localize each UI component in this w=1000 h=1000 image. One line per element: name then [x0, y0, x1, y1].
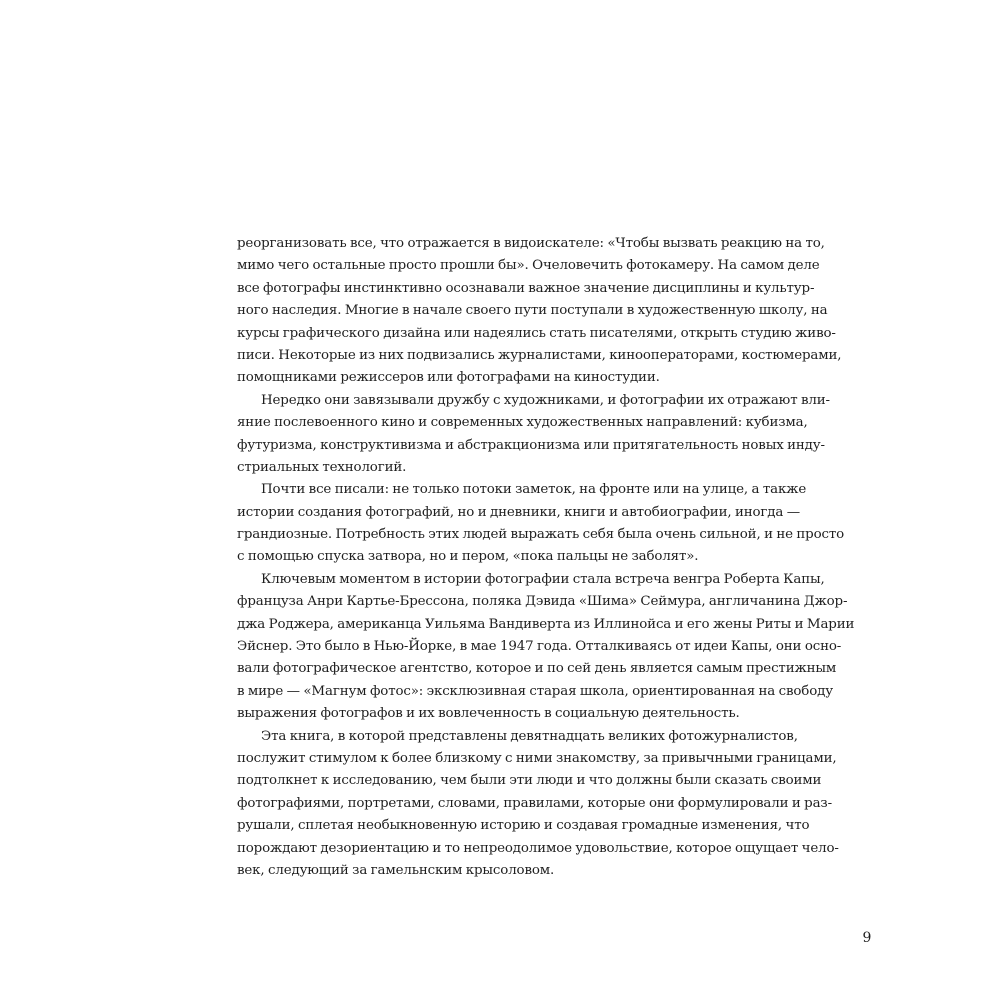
text-line: француза Анри Картье-Брессона, поляка Дэвида «Шима» Сеймура, англичанина Джор- [237, 594, 848, 610]
text-line: Эта книга, в которой представлены девятнадцать великих фотожурналистов, [261, 728, 798, 744]
text-line: подтолкнет к исследованию, чем были эти люди и что должны были сказать своими [237, 773, 822, 789]
text-line: с помощью спуска затвора, но и пером, «пока пальцы не заболят». [237, 549, 699, 565]
paragraph-1 [237, 233, 842, 390]
text-line: ного наследия. Многие в начале своего пути поступали в художественную школу, на [237, 303, 828, 319]
text-line: яние послевоенного кино и современных художественных направлений: кубизма, [237, 415, 808, 431]
text-line: в мире — «Магнум фотос»: эксклюзивная старая школа, ориентированная на свободу [237, 683, 833, 699]
page-number: 9 [862, 930, 872, 946]
text-line: вали фотографическое агентство, которое и по сей день является самым престижным [237, 661, 837, 677]
body-text [237, 233, 855, 882]
text-line: Почти все писали: не только потоки заметок, на фронте или на улице, а также [261, 482, 807, 498]
text-line: реорганизовать все, что отражается в видоискателе: «Чтобы вызвать реакцию на то, [237, 236, 825, 251]
text-line: век, следующий за гамельнским крысоловом. [237, 862, 555, 878]
text-line: Ключевым моментом в истории фотографии стала встреча венгра Роберта Капы, [261, 571, 825, 587]
text-line: помощниками режиссеров или фотографами на киностудии. [237, 370, 660, 386]
paragraph-3 [237, 479, 845, 569]
text-line: фотографиями, портретами, словами, правилами, которые они формулировали и раз- [237, 795, 832, 811]
text-line: все фотографы инстинктивно осознавали важное значение дисциплины и культур- [237, 280, 815, 296]
text-line: грандиозные. Потребность этих людей выражать себя была очень сильной, и не просто [237, 527, 845, 543]
text-line: Нередко они завязывали дружбу с художниками, и фотографии их отражают вли- [261, 392, 830, 408]
text-line: стриальных технологий. [237, 459, 407, 475]
text-line: послужит стимулом к более близкому с ними знакомству, за привычными границами, [237, 750, 837, 766]
text-line: Эйснер. Это было в Нью-Йорке, в мае 1947 года. Отталкиваясь от идеи Капы, они осно- [237, 639, 842, 655]
text-line: истории создания фотографий, но и дневники, книги и автобиографии, иногда — [237, 504, 800, 520]
text-line: выражения фотографов и их вовлеченность в социальную деятельность. [237, 706, 740, 722]
paragraph-2 [237, 390, 830, 480]
paragraph-5 [237, 726, 839, 883]
text-line: джа Роджера, американца Уильяма Вандиверта из Иллинойса и его жены Риты и Марии [237, 616, 855, 632]
text-line: писи. Некоторые из них подвизались журналистами, кинооператорами, костюмерами, [237, 347, 842, 363]
text-line: мимо чего остальные просто прошли бы». Очеловечить фотокамеру. На самом деле [237, 258, 820, 274]
text-line: футуризма, конструктивизма и абстракционизма или притягательность новых инду- [237, 437, 825, 453]
text-line: курсы графического дизайна или надеялись стать писателями, открыть студию живо- [237, 325, 836, 341]
text-line: порождают дезориентацию и то непреодолимое удовольствие, которое ощущает чело- [237, 840, 839, 856]
paragraph-4 [237, 569, 855, 726]
text-line: рушали, сплетая необыкновенную историю и создавая громадные изменения, что [237, 818, 810, 834]
